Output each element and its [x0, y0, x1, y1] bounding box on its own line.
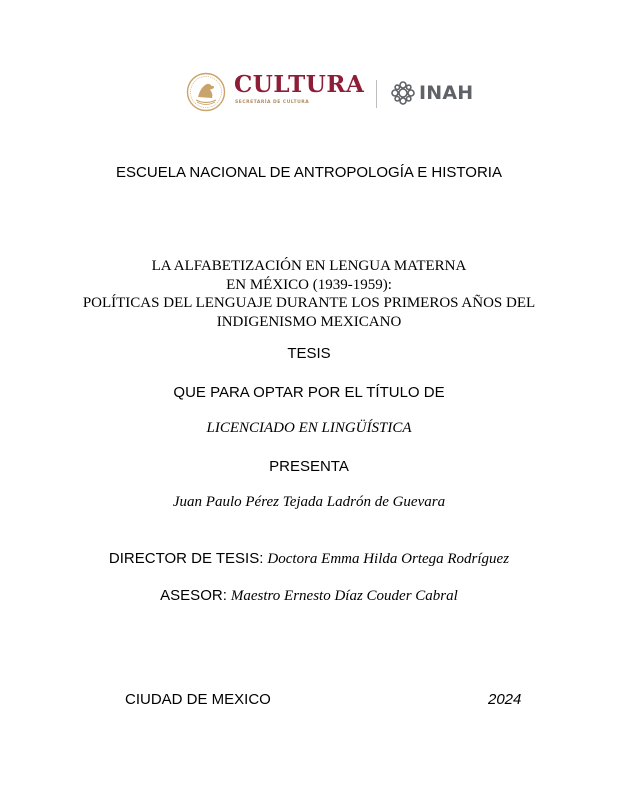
degree-intro: QUE PARA OPTAR POR EL TÍTULO DE	[173, 384, 445, 401]
thesis-title-line: POLÍTICAS DEL LENGUAJE DURANTE LOS PRIMEROS AÑOS DEL	[82, 295, 536, 311]
cultura-logo-wordmark: CULTURA	[234, 71, 365, 98]
thesis-title-line: LA ALFABETIZACIÓN EN LENGUA MATERNA	[151, 258, 467, 274]
advisor-line	[0, 587, 618, 605]
director-label: DIRECTOR DE TESIS:	[108, 550, 264, 567]
institution-logos	[0, 70, 618, 118]
director-name: Doctora Emma Hilda Ortega Rodríguez	[267, 551, 510, 567]
author-name: Juan Paulo Pérez Tejada Ladrón de Guevara	[172, 494, 446, 510]
inah-logo-wordmark: INAH	[419, 82, 474, 104]
city: CIUDAD DE MEXICO	[125, 691, 271, 708]
advisor-label: ASESOR:	[160, 587, 227, 604]
mexican-eagle-seal-icon	[186, 72, 226, 112]
year: 2024	[488, 691, 522, 708]
thesis-title	[0, 257, 618, 331]
school-name: ESCUELA NACIONAL DE ANTROPOLOGÍA E HISTORIA	[116, 164, 502, 181]
director-line	[0, 550, 618, 568]
thesis-title-line: EN MÉXICO (1939-1959):	[226, 276, 392, 293]
advisor-name: Maestro Ernesto Díaz Couder Cabral	[230, 588, 458, 604]
thesis-title-line: INDIGENISMO MEXICANO	[216, 313, 402, 330]
degree-name: LICENCIADO EN LINGÜÍSTICA	[206, 420, 412, 436]
inah-emblem-icon	[390, 80, 416, 106]
presenta-label: PRESENTA	[269, 458, 349, 475]
document-type: TESIS	[287, 345, 331, 362]
cultura-logo-subtitle: SECRETARÍA DE CULTURA	[235, 100, 310, 105]
logo-divider	[376, 80, 377, 108]
